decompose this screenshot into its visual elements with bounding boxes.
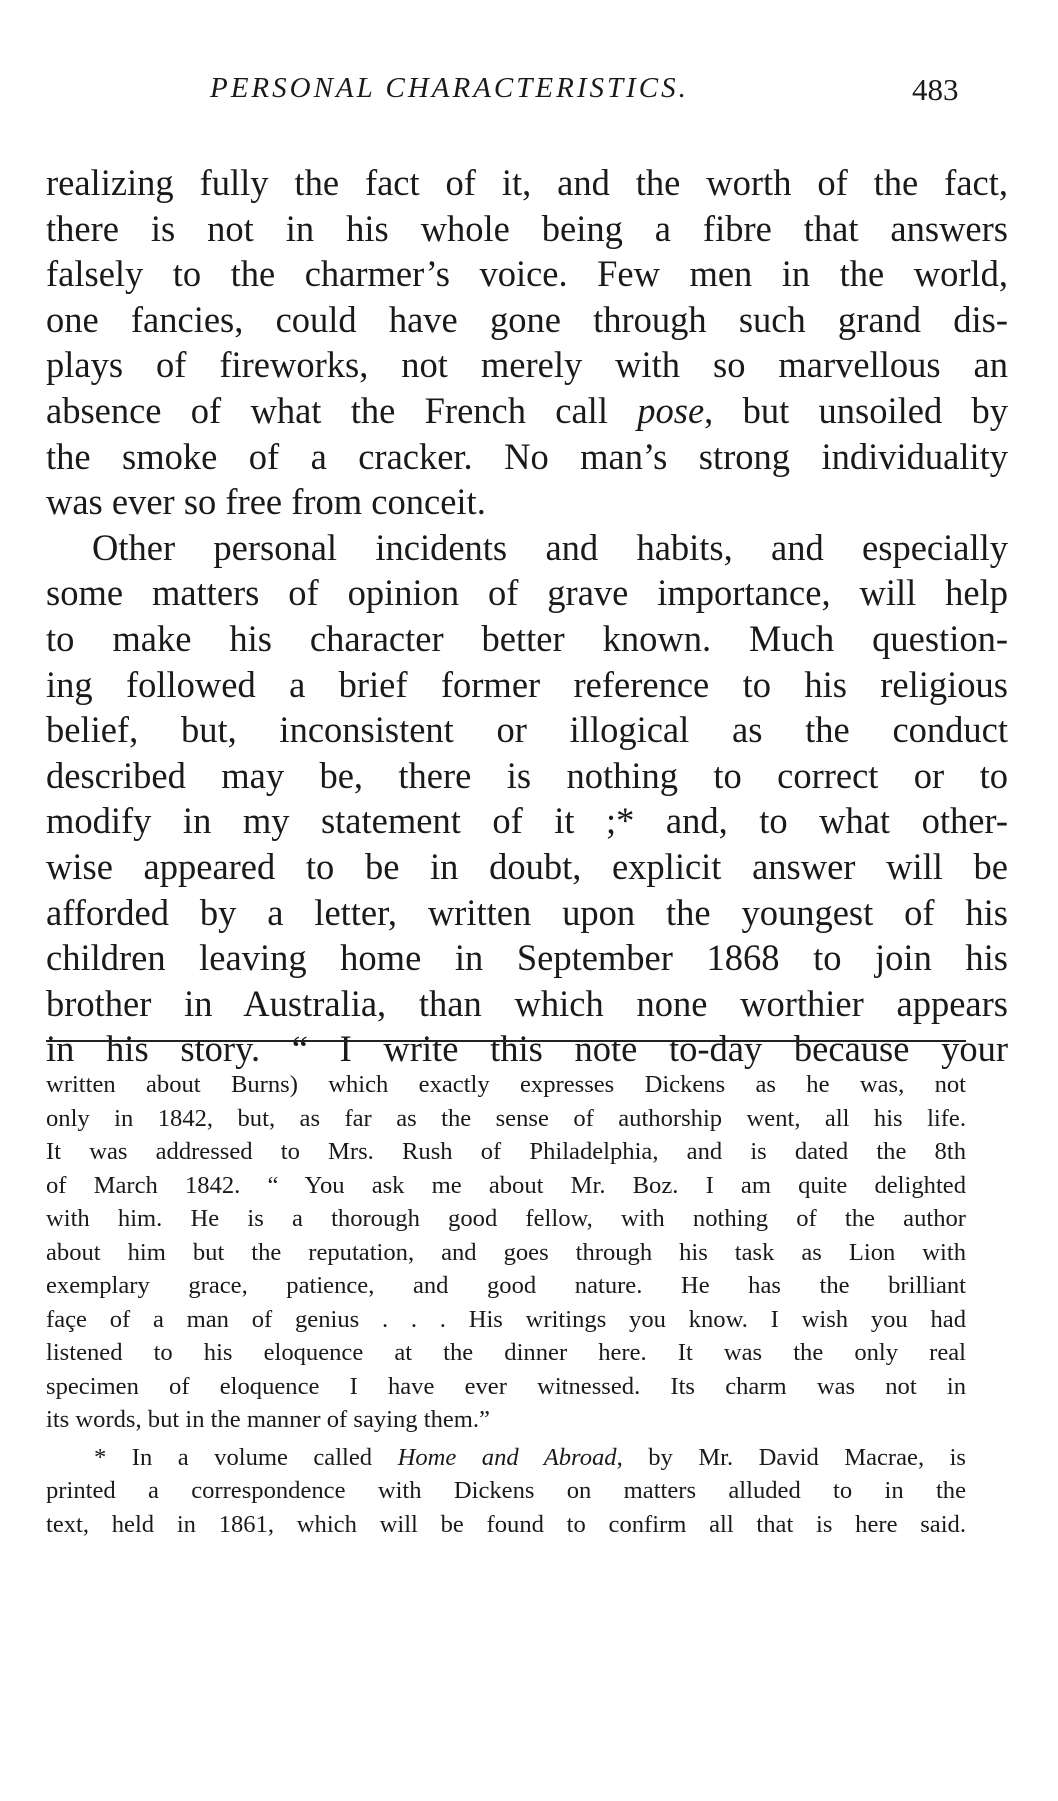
text-line: described may be, there is nothing to correct or to	[46, 754, 1008, 796]
footnote-line: text, held in 1861, which will be found to confirm all that is here said.	[46, 1510, 966, 1538]
text-fragment: * In a volume called	[94, 1443, 398, 1471]
text-line: wise appeared to be in doubt, explicit answer will be	[46, 845, 1008, 887]
text-line: the smoke of a cracker. No man’s strong individuality	[46, 435, 1008, 477]
text-line: ing followed a brief former reference to his religious	[46, 663, 1008, 705]
footnote-continued	[46, 1068, 966, 1437]
footnote-line: façe of a man of genius . . . His writings you know. I wish you had	[46, 1305, 966, 1333]
text-line: in his story. “ I write this note to-day because your	[46, 1028, 1008, 1070]
footnote-line: exemplary grace, patience, and good nature. He has the brilliant	[46, 1272, 966, 1299]
footnote-line: listened to his eloquence at the dinner here. It was the only real	[46, 1339, 966, 1366]
text-line: was ever so free from conceit.	[46, 481, 486, 523]
footnotes	[46, 1068, 966, 1541]
paragraph-1	[46, 160, 1008, 525]
text-line	[46, 388, 1008, 434]
text-line: Other personal incidents and habits, and especially	[92, 526, 1008, 568]
footnote-line: only in 1842, but, as far as the sense of authorship went, all his life.	[46, 1104, 966, 1132]
italic-word-pose: pose	[637, 389, 705, 431]
text-line: modify in my statement of it ;* and, to what other-	[46, 800, 1008, 842]
text-line: to make his character better known. Much question-	[46, 617, 1008, 659]
paragraph-2	[46, 525, 1008, 1072]
page-number: 483	[912, 72, 959, 107]
footnote-line: It was addressed to Mrs. Rush of Philadelphia, and is dated the 8th	[46, 1138, 966, 1165]
running-title: PERSONAL CHARACTERISTICS.	[210, 72, 689, 104]
footnote-line: written about Burns) which exactly expresses Dickens as he was, not	[46, 1071, 966, 1098]
text-line: there is not in his whole being a fibre that answers	[46, 207, 1008, 249]
text-fragment: , but unsoiled by	[704, 389, 1009, 431]
text-line: falsely to the charmer’s voice. Few men in the world,	[46, 253, 1008, 295]
text-line: one fancies, could have gone through such grand dis-	[46, 298, 1008, 340]
footnote-line: printed a correspondence with Dickens on matters alluded to in the	[46, 1477, 966, 1504]
footnote-line: about him but the reputation, and goes through his task as Lion with	[46, 1238, 966, 1266]
text-line: brother in Australia, than which none worthier appears	[46, 982, 1008, 1024]
text-fragment: , by Mr. David Macrae, is	[616, 1443, 966, 1471]
text-line: plays of fireworks, not merely with so marvellous an	[46, 344, 1008, 386]
footnote-line: with him. He is a thorough good fellow, with nothing of the author	[46, 1205, 966, 1232]
footnote-line: its words, but in the manner of saying them.”	[46, 1406, 490, 1433]
book-title: Home and Abroad	[397, 1443, 617, 1471]
text-line: some matters of opinion of grave importance, will help	[46, 572, 1008, 614]
main-text	[46, 160, 1008, 1072]
text-fragment: absence of what the French call	[46, 389, 638, 431]
text-line: realizing fully the fact of it, and the worth of the fact,	[46, 162, 1008, 203]
text-line: children leaving home in September 1868 to join his	[46, 937, 1008, 979]
text-line: afforded by a letter, written upon the youngest of his	[46, 891, 1008, 933]
footnote-line	[46, 1441, 966, 1475]
footnote-divider	[46, 1040, 966, 1042]
footnote-line: specimen of eloquence I have ever witnessed. Its charm was not in	[46, 1372, 966, 1400]
footnote-line: of March 1842. “ You ask me about Mr. Boz. I am quite delighted	[46, 1171, 966, 1199]
footnote-star	[46, 1441, 966, 1542]
page-header	[0, 72, 1058, 122]
text-line: belief, but, inconsistent or illogical as the conduct	[46, 709, 1008, 751]
